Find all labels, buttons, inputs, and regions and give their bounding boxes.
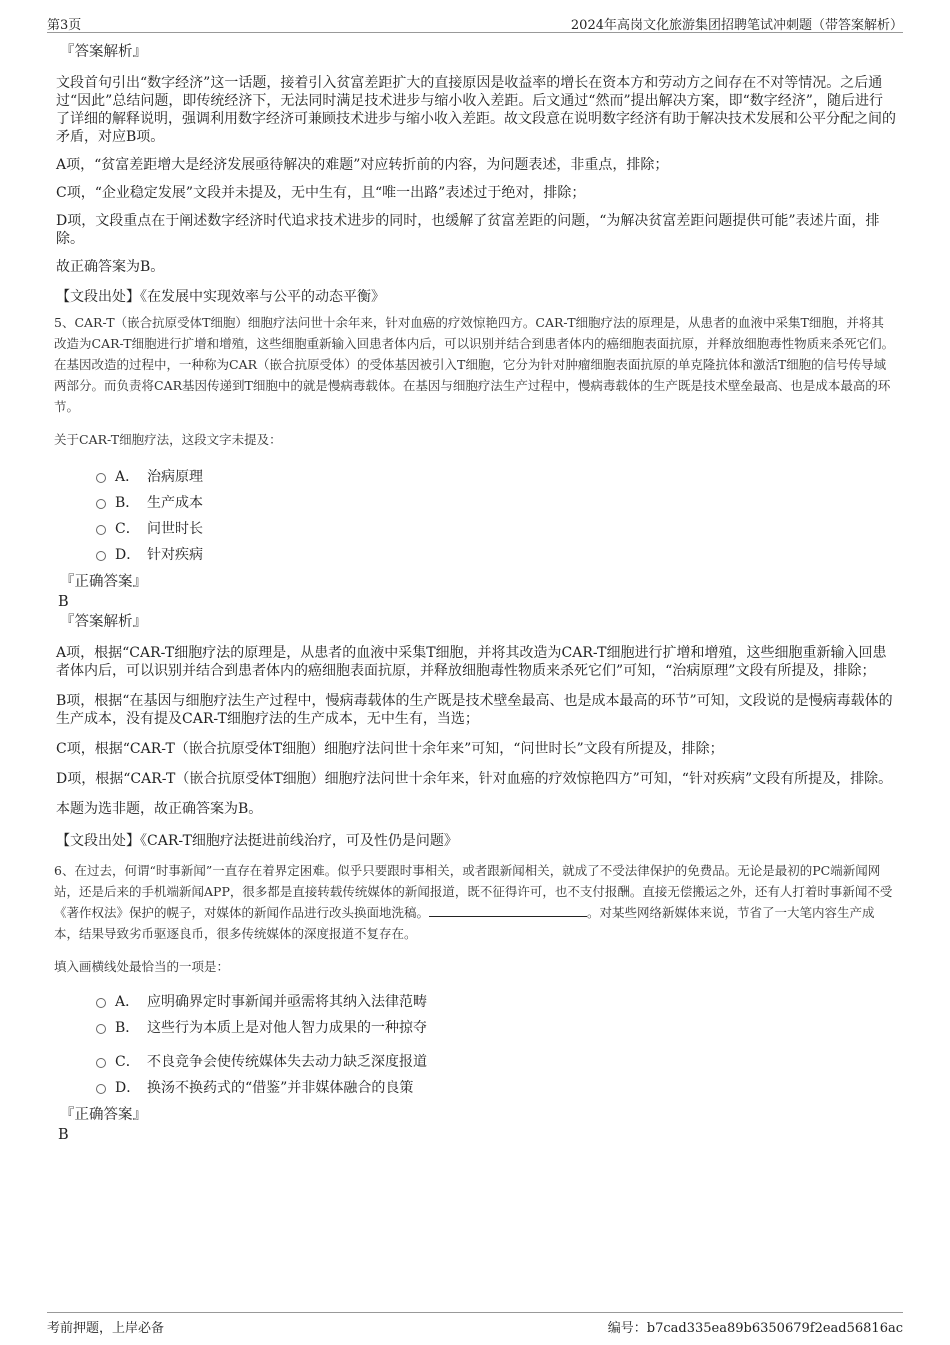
q5-option-d[interactable]: D． 针对疾病 (56, 542, 896, 568)
q6-prompt: 填入画横线处最恰当的一项是： (54, 959, 230, 974)
q5-analysis-b: B项，根据“在基因与细胞疗法生产过程中，慢病毒载体的生产既是技术壁垒最高、也是成本最高的环节”可知，文段说的是慢病毒载体的生产成本，没有提及CAR-T细胞疗法的生产成本，无中生有，当选； (56, 693, 893, 727)
q5-option-c[interactable]: C． 问世时长 (56, 516, 896, 542)
radio-icon[interactable] (96, 1058, 106, 1068)
document-id: 编号：b7cad335ea89b6350679f2ead56816ac (607, 1321, 903, 1336)
q5-answer-label: 『正确答案』 (60, 574, 147, 590)
fill-blank-line (429, 904, 587, 917)
q5-prompt: 关于CAR-T细胞疗法，这段文字未提及： (54, 432, 282, 447)
q4-analysis-main: 文段首句引出“数字经济”这一话题，接着引入贫富差距扩大的直接原因是收益率的增长在资本方和劳动方之间存在不对等情况。之后通过“因此”总结问题，即传统经济下，无法同时满足技术进步与缩小收入差距。后文通过“然而”提出解决方案，即“数字经济”，随后进行了详细的解释说明，强调利用数字经济可兼顾技术进步与缩小收入差距。故文段意在说明数字经济有助于解决技术发展和公平分配之间的矛盾，对应B项。 (56, 75, 896, 145)
q5-conclusion: 本题为选非题，故正确答案为B。 (56, 801, 263, 817)
radio-icon[interactable] (96, 551, 106, 561)
q5-option-b[interactable]: B． 生产成本 (56, 490, 896, 516)
q6-question-text: 6、在过去，何谓“时事新闻”一直存在着界定困难。似乎只要跟时事相关，或者跟新闻相关，就成了不受法律保护的免费品。无论是最初的PC端新闻网站，还是后来的手机端新闻APP，很多都是直接转载传统媒体的新闻报道，既不征得许可，也不支付报酬。直接无偿搬运之外，还有人打着时事新闻不受《著作权法》保护的幌子，对媒体的新闻作品进行改头换面地洗稿。 。对某些网络新媒体来说，节省了一大笔内容生产成本，结果导致劣币驱逐良币，很多传统媒体的深度报道不复存在。 (54, 863, 893, 941)
q6-answer: B (58, 1127, 69, 1143)
radio-icon[interactable] (96, 499, 106, 509)
q5-analysis-a: A项，根据“CAR-T细胞疗法的原理是，从患者的血液中采集T细胞，并将其改造为CAR-T细胞进行扩增和增殖，这些细胞重新输入回患者体内后，可以识别并结合到患者体内的癌细胞表面抗原，并释放细胞毒性物质来杀死它们”可知，“治病原理”文段有所提及，排除； (56, 645, 887, 679)
q4-analysis-c: C项，“企业稳定发展”文段并未提及，无中生有，且“唯一出路”表述过于绝对，排除； (56, 185, 586, 201)
page-number: 第3页 (47, 18, 82, 33)
q5-analysis-label: 『答案解析』 (60, 614, 147, 630)
q5-options (56, 464, 896, 568)
q4-analysis-d: D项，文段重点在于阐述数字经济时代追求技术进步的同时，也缓解了贫富差距的问题，“为解决贫富差距问题提供可能”表述片面，排除。 (56, 213, 880, 247)
radio-icon[interactable] (96, 1024, 106, 1034)
page-header (47, 12, 903, 33)
radio-icon[interactable] (96, 473, 106, 483)
q4-analysis-a: A项，“贫富差距增大是经济发展亟待解决的难题”对应转折前的内容，为问题表述，非重点，排除； (56, 157, 669, 173)
q6-option-a[interactable]: A． 应明确界定时事新闻并亟需将其纳入法律范畴 (56, 989, 896, 1015)
q6-option-b[interactable]: B． 这些行为本质上是对他人智力成果的一种掠夺 (56, 1015, 896, 1041)
q6-option-d[interactable]: D． 换汤不换药式的“借鉴”并非媒体融合的良策 (56, 1075, 896, 1101)
page-footer (47, 1312, 903, 1337)
q4-source: 【文段出处】《在发展中实现效率与公平的动态平衡》 (56, 289, 385, 305)
radio-icon[interactable] (96, 998, 106, 1008)
q4-analysis-label: 『答案解析』 (60, 44, 147, 60)
q6-options (56, 989, 896, 1101)
q5-source: 【文段出处】《CAR-T细胞疗法挺进前线治疗，可及性仍是问题》 (56, 833, 458, 849)
footer-slogan: 考前押题，上岸必备 (47, 1321, 165, 1336)
q5-analysis-c: C项，根据“CAR-T（嵌合抗原受体T细胞）细胞疗法问世十余年来”可知，“问世时长”文段有所提及，排除； (56, 741, 724, 757)
radio-icon[interactable] (96, 1084, 106, 1094)
radio-icon[interactable] (96, 525, 106, 535)
q5-option-a[interactable]: A． 治病原理 (56, 464, 896, 490)
page-content (56, 42, 896, 1145)
q5-analysis-d: D项，根据“CAR-T（嵌合抗原受体T细胞）细胞疗法问世十余年来，针对血癌的疗效惊艳四方”可知，“针对疾病”文段有所提及，排除。 (56, 771, 893, 787)
q6-answer-label: 『正确答案』 (60, 1107, 147, 1123)
q5-question-text: 5、CAR-T（嵌合抗原受体T细胞）细胞疗法问世十余年来，针对血癌的疗效惊艳四方。CAR-T细胞疗法的原理是，从患者的血液中采集T细胞，并将其改造为CAR-T细胞进行扩增和增殖，这些细胞重新输入回患者体内后，可以识别并结合到患者体内的癌细胞表面抗原，并释放细胞毒性物质来杀死它们。在基因改造的过程中，一种称为CAR（嵌合抗原受体）的受体基因被引入T细胞，它分为针对肿瘤细胞表面抗原的单克隆抗体和激活T细胞的信号传导域两部分。而负责将CAR基因传递到T细胞中的就是慢病毒载体。在基因与细胞疗法生产过程中，慢病毒载体的生产既是技术壁垒最高、也是成本最高的环节。 (54, 315, 895, 414)
document-title: 2024年高岗文化旅游集团招聘笔试冲刺题（带答案解析） (570, 18, 903, 33)
q4-conclusion: 故正确答案为B。 (56, 259, 165, 275)
q5-answer: B (58, 594, 69, 610)
q6-option-c[interactable]: C． 不良竞争会使传统媒体失去动力缺乏深度报道 (56, 1049, 896, 1075)
